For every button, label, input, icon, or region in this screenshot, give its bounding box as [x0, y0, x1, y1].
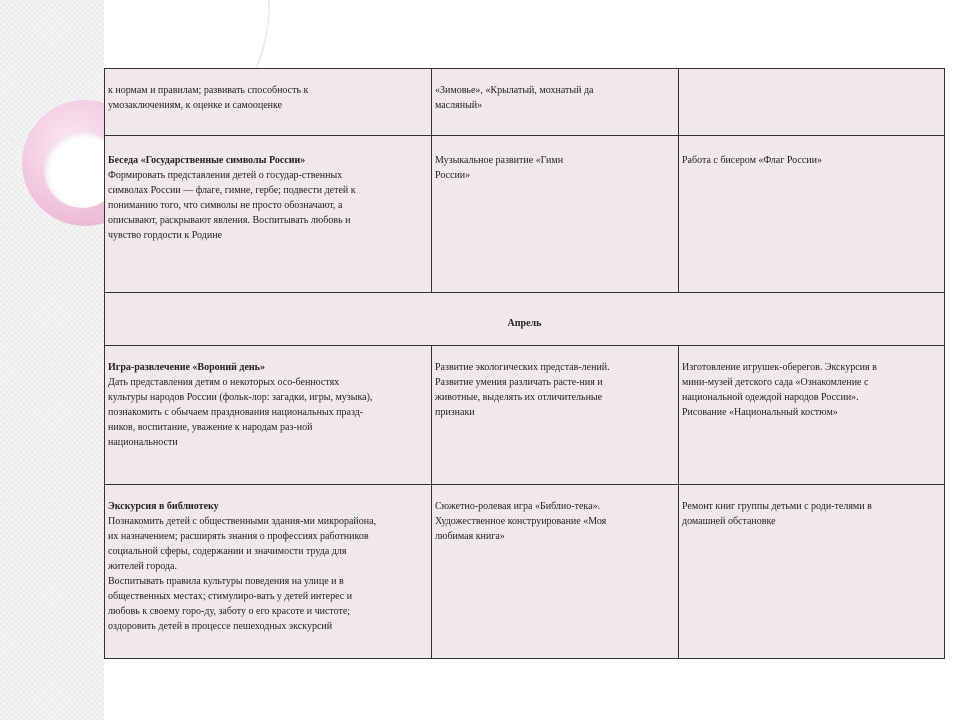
table-cell [679, 485, 945, 659]
cell-line: Развитие экологических представ-лений. [435, 362, 610, 373]
month-label: Апрель [507, 317, 542, 329]
cell-line: домашней обстановке [682, 516, 776, 527]
cell-line: любовь к своему горо-ду, заботу о его красоте и чистоте; [108, 606, 351, 617]
cell-line: ников, воспитание, уважение к народам раз-ной [108, 422, 313, 433]
activity-title: Беседа «Государственные символы России» [108, 155, 306, 166]
table-row [105, 346, 945, 485]
cell-line: описывают, раскрывают явления. Воспитывать любовь и [108, 215, 351, 226]
table-cell [679, 136, 945, 293]
cell-line: символах России — флаге, гимне, гербе; подвести детей к [108, 185, 356, 196]
table-cell [105, 69, 432, 136]
cell-line: Формировать представления детей о государ-ственных [108, 170, 343, 181]
cell-line: Воспитывать правила культуры поведения на улице и в [108, 576, 344, 587]
cell-line: Рисование «Национальный костюм» [682, 407, 838, 418]
cell-line: умозаключениям, к оценке и самооценке [108, 100, 283, 111]
cell-line: «Зимовье», «Крылатый, мохнатый да [435, 85, 594, 96]
table-row [105, 69, 945, 136]
cell-line: любимая книга» [435, 531, 505, 542]
cell-line: жителей города. [108, 561, 177, 572]
cell-line: Познакомить детей с общественными здания-ми микрорайона, [108, 516, 377, 527]
cell-line: пониманию того, что символы не просто обозначают, а [108, 200, 343, 211]
table-cell [105, 485, 432, 659]
cell-line: чувство гордости к Родине [108, 230, 222, 241]
table-cell [679, 346, 945, 485]
table-cell [679, 69, 945, 136]
cell-line: признаки [435, 407, 475, 418]
cell-line: Сюжетно-ролевая игра «Библио-тека». [435, 501, 601, 512]
table-cell [432, 346, 679, 485]
table-row [105, 485, 945, 659]
cell-line: масляный» [435, 100, 483, 111]
cell-line: общественных местах; стимулиро-вать у детей интерес и [108, 591, 353, 602]
cell-line: России» [435, 170, 471, 181]
cell-line: культуры народов России (фольк-лор: загадки, игры, музыка), [108, 392, 373, 403]
cell-line: животные, выделять их отличительные [435, 392, 603, 403]
cell-line: оздоровить детей в процессе пешеходных экскурсий [108, 621, 333, 632]
cell-line: Музыкальное развитие «Гимн [435, 155, 564, 166]
cell-line: Работа с бисером «Флаг России» [682, 155, 822, 166]
table-cell [105, 136, 432, 293]
cell-line: к нормам и правилам; развивать способность к [108, 85, 309, 96]
cell-line: национальности [108, 437, 178, 448]
month-row [105, 293, 945, 346]
table-row [105, 136, 945, 293]
cell-line: Дать представления детям о некоторых осо-бенностях [108, 377, 340, 388]
table-cell [432, 69, 679, 136]
cell-line: мини-музей детского сада «Ознакомление с [682, 377, 869, 388]
table-cell [432, 136, 679, 293]
cell-line: Изготовление игрушек-оберегов. Экскурсия в [682, 362, 877, 373]
cell-line: социальной сферы, содержании и значимости труда для [108, 546, 347, 557]
cell-line: национальной одеждой народов России». [682, 392, 859, 403]
activity-title: Игра-развлечение «Вороний день» [108, 362, 265, 373]
cell-line: Развитие умения различать расте-ния и [435, 377, 603, 388]
activity-title: Экскурсия в библиотеку [108, 501, 219, 512]
cell-line: их назначением; расширять знания о профессиях работников [108, 531, 369, 542]
cell-line: познакомить с обычаем празднования национальных празд- [108, 407, 364, 418]
cell-line: Художественное конструирование «Моя [435, 516, 607, 527]
cell-line: Ремонт книг группы детьми с роди-телями в [682, 501, 872, 512]
table-cell [105, 346, 432, 485]
month-cell [105, 293, 945, 346]
table-cell [432, 485, 679, 659]
activity-plan-table [104, 68, 945, 659]
